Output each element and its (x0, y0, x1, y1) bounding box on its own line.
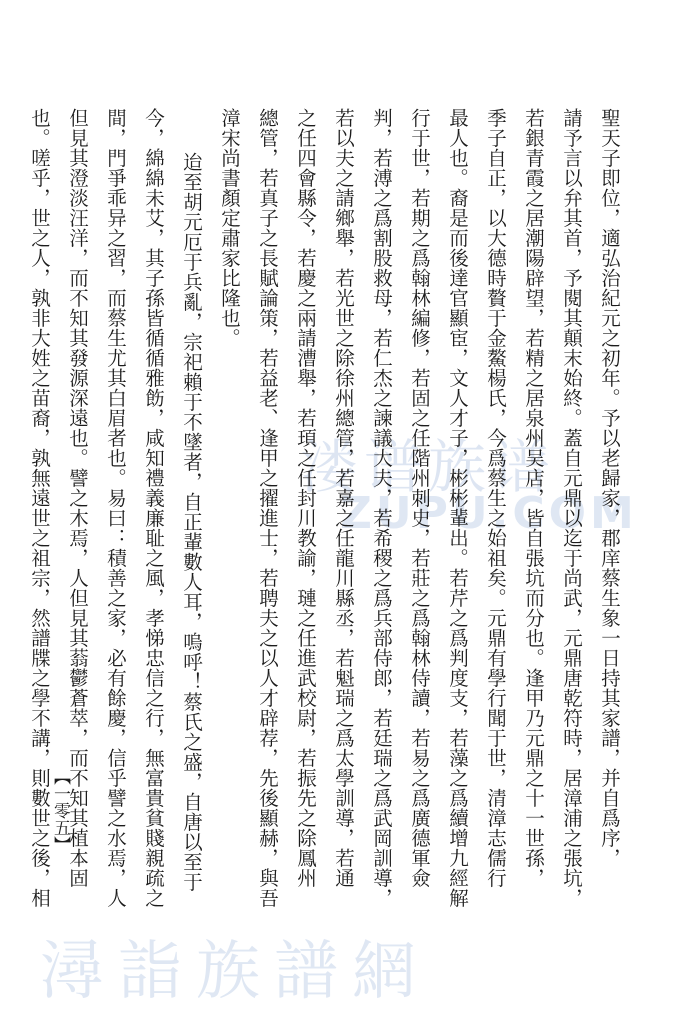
text-column-11: 漳宋尚書顏定肅家比隆也。 (218, 108, 241, 348)
text-column-8: 若以夫之請鄉舉，若光世之除徐州總管，若嘉之任龍川縣丞，若魁瑞之爲太學訓導，若通 (332, 108, 355, 888)
text-column-4: 季子自正，以大德時贅于金鰲楊氏，今爲蔡生之始祖矣。元鼎有學行聞于世，清漳志儒行 (484, 108, 507, 888)
text-column-10: 總管，若真子之長賦論策，若益老、逢甲之擢進士，若聘夫之以人才辟荐，先後顯赫，與吾 (256, 108, 279, 908)
text-column-1: 聖天子即位，適弘治紀元之初年。予以老歸家，郡庠蔡生象一日持其家譜，并自爲序， (598, 108, 621, 868)
text-column-2: 請予言以弁其首，予閱其顛末始終。蓋自元鼎以迄于尚武，元鼎唐乾符時，居漳浦之張坑， (560, 108, 583, 908)
text-column-6: 行于世，若期之爲翰林編修，若固之任階州刺史，若莊之爲翰林侍讀，若易之爲廣德軍僉 (408, 108, 431, 888)
text-column-9: 之任四會縣令，若慶之兩請漕舉，若頊之任封川教諭，璉之任進武校尉，若振先之除鳳州 (294, 108, 317, 888)
text-column-12: 迨至胡元厄于兵亂，宗祀賴于不墜者，自正輩數人耳，嗚呼！蔡氏之盛，自唐以至于 (180, 152, 203, 892)
text-column-16: 也。嗟乎，世之人，孰非大姓之苗裔，孰無遠世之祖宗，然譜牒之學不講，則數世之後，相 (28, 108, 51, 908)
watermark-chinese: 溇谱族谱 (300, 433, 557, 501)
watermark-bottom: 潯詣族譜網 (40, 935, 430, 1009)
text-column-15: 但見其澄淡汪洋，而不知其發源深遠也。譬之木焉，人但見其蓊鬱蒼萃，而不知其植本固 (66, 108, 89, 888)
text-column-13: 今，綿綿未艾，其子孫皆循循雅飭，咸知禮義廉耻之風，孝悌忠信之行，無富貴貧賤親疏之 (142, 108, 165, 908)
text-column-3: 若銀青霞之居潮陽辟望，若精之居泉州吴店，皆自張坑而分也。逢甲乃元鼎之十一世孫， (522, 108, 545, 888)
page-number: 【一零五】 (50, 768, 70, 853)
text-column-7: 判，若溥之爲割股救母，若仁杰之諫議大夫，若希稷之爲兵部侍郎，若廷瑞之爲武岡訓導， (370, 108, 393, 908)
text-column-14: 間，門爭乖异之習，而蔡生尤其白眉者也。易曰：積善之家，必有餘慶，信乎譬之水焉，人 (104, 108, 127, 908)
watermark-latin: ZUPU.COM (340, 488, 638, 539)
text-column-5: 最人也。裔是而後達官顯宦，文人才子，彬彬輩出。若芹之爲判度支，若藻之爲續增九經解 (446, 108, 469, 908)
